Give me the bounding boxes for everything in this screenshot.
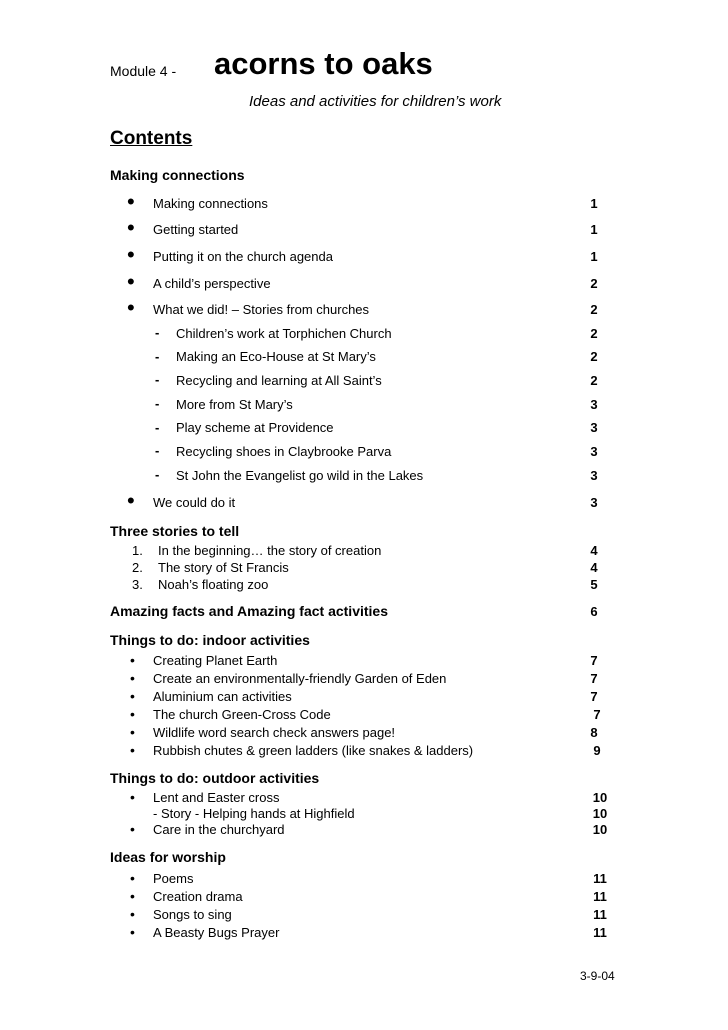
page-number: 2 [590,276,598,291]
toc-entry: Lent and Easter cross [153,790,280,805]
page-number: 7 [590,653,598,668]
page-number: 1 [590,222,598,237]
dash-marker: - [155,349,160,364]
dash-marker: - [155,443,160,458]
page-number: 11 [593,871,607,886]
toc-subentry: Children’s work at Torphichen Church [176,326,392,341]
contents-heading: Contents [110,128,193,149]
page-number: 2 [590,302,598,317]
toc-entry: Create an environmentally-friendly Garden of Eden [153,671,447,686]
page-number: 10 [592,790,608,805]
toc-subentry: Play scheme at Providence [176,420,334,435]
page-number: 3 [590,420,598,435]
toc-subentry: St John the Evangelist go wild in the Lakes [176,468,424,483]
page-number: 10 [592,806,608,821]
number-marker: 2. [132,560,143,575]
page-number: 7 [593,707,601,722]
toc-entry: Creating Planet Earth [153,653,278,668]
section-heading: Making connections [110,167,245,183]
toc-subentry: More from St Mary’s [176,397,293,412]
bullet-marker: • [130,688,135,704]
bullet-marker: • [130,924,135,940]
page-number: 2 [590,349,598,364]
toc-entry: Creation drama [153,889,243,904]
dash-marker: - [155,467,160,482]
toc-entry: Care in the churchyard [153,822,285,837]
page-number: 5 [590,577,598,592]
bullet-marker: • [130,906,135,922]
page-number: 1 [590,196,598,211]
bullet-marker: • [130,724,135,740]
toc-entry: What we did! – Stories from churches [153,302,370,317]
toc-entry: Putting it on the church agenda [153,249,333,264]
page-number: 3 [590,468,598,483]
toc-subentry: - Story - Helping hands at Highfield [153,806,355,821]
dash-marker: - [155,396,160,411]
toc-entry: Wildlife word search check answers page! [153,725,396,740]
page-number: 2 [590,326,598,341]
toc-entry: The church Green-Cross Code [153,707,331,722]
page-number: 3 [590,444,598,459]
bullet-marker: • [130,789,135,805]
toc-entry: Getting started [153,222,239,237]
page-number: 7 [590,671,598,686]
toc-entry: Songs to sing [153,907,232,922]
page-number: 6 [590,604,598,619]
bullet-marker: • [127,215,135,240]
page-number: 2 [590,373,598,388]
page-number: 8 [590,725,598,740]
section-heading: Amazing facts and Amazing fact activities [110,603,388,619]
toc-entry: A Beasty Bugs Prayer [153,925,280,940]
toc-entry: Aluminium can activities [153,689,292,704]
number-marker: 3. [132,577,143,592]
section-heading: Three stories to tell [110,523,240,539]
bullet-marker: • [130,742,135,758]
toc-entry: Noah’s floating zoo [158,577,269,592]
footer-date: 3-9-04 [580,969,615,983]
bullet-marker: • [127,269,135,294]
page-number: 4 [590,543,598,558]
bullet-marker: • [127,242,135,267]
page-number: 7 [590,689,598,704]
section-heading: Things to do: indoor activities [110,632,310,648]
bullet-marker: • [130,670,135,686]
toc-subentry: Recycling shoes in Claybrooke Parva [176,444,392,459]
section-heading: Ideas for worship [110,849,226,865]
toc-entry: Poems [153,871,194,886]
toc-subentry: Making an Eco-House at St Mary’s [176,349,376,364]
toc-entry: We could do it [153,495,236,510]
bullet-marker: • [130,652,135,668]
bullet-marker: • [127,295,135,320]
bullet-marker: • [130,870,135,886]
page-number: 11 [593,889,607,904]
toc-entry: Making connections [153,196,268,211]
page-number: 9 [593,743,601,758]
bullet-marker: • [130,888,135,904]
page-number: 3 [590,495,598,510]
page-number: 11 [593,907,607,922]
dash-marker: - [155,372,160,387]
dash-marker: - [155,325,160,340]
bullet-marker: • [130,706,135,722]
page-number: 1 [590,249,598,264]
toc-subentry: Recycling and learning at All Saint’s [176,373,382,388]
document-subtitle: Ideas and activities for children’s work [249,93,502,110]
bullet-marker: • [127,189,135,214]
page-number: 10 [592,822,608,837]
bullet-marker: • [127,488,135,513]
toc-entry: The story of St Francis [158,560,289,575]
section-heading: Things to do: outdoor activities [110,770,320,786]
page-number: 11 [593,925,607,940]
page-number: 4 [590,560,598,575]
number-marker: 1. [132,543,143,558]
toc-entry: A child’s perspective [153,276,271,291]
dash-marker: - [155,420,160,435]
bullet-marker: • [130,821,135,837]
document-title: acorns to oaks [214,46,433,81]
toc-entry: In the beginning… the story of creation [158,543,382,558]
toc-entry: Rubbish chutes & green ladders (like snakes & ladders) [153,743,474,758]
module-label: Module 4 - [110,63,177,79]
page-number: 3 [590,397,598,412]
